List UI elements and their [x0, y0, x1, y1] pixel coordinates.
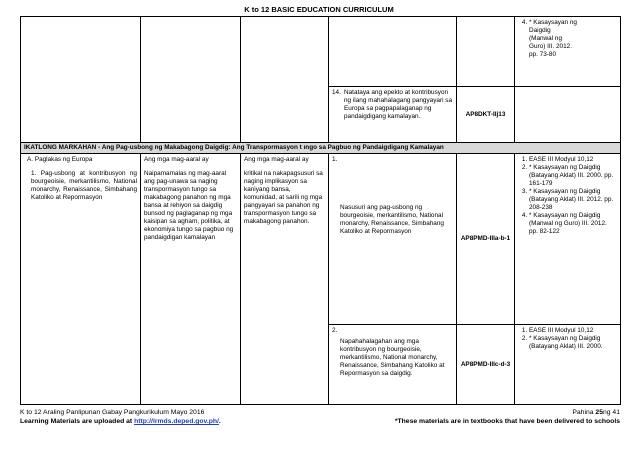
- learning-materials-note: [20, 418, 221, 425]
- ref-line: pp. 73-80: [529, 51, 557, 58]
- page-title: K to 12 BASIC EDUCATION CURRICULUM: [244, 5, 394, 14]
- code-cell: AP8PMD-IIIc-d-3: [457, 325, 515, 405]
- code-cell: AP8PMD-IIIa-b-1: [457, 154, 515, 325]
- cell-empty: [329, 17, 457, 87]
- competency-text: Nasusuri ang pag-usbong ng bourgeoisie, merkantilismo, National monarchy, Renaissance, Simbahang Katoliko at Repormasyon: [340, 204, 444, 235]
- reference-cell: [515, 154, 621, 325]
- code-cell: AP8DKT-IIj13: [457, 87, 515, 143]
- footer-title: K to 12 Araling Panlipunan Gabay Pangkurikulum Mayo 2016: [20, 409, 205, 416]
- competency-text: Napahahalagahan ang mga kontribusyon ng bourgeoisie, merkantilismo, National monarchy, Renaissance, Simbahang Katoliko at Repormasyon sa daigdig.: [340, 338, 445, 377]
- lrmds-link[interactable]: http://lrmds.deped.gov.ph/: [134, 418, 219, 425]
- page-current: 25: [595, 409, 603, 416]
- content-cell: [21, 154, 141, 405]
- list-item: 3. * Kasaysayan ng Daigdig (Batayang Aklat) III. 2012. pp. 208-238: [529, 188, 617, 212]
- table-row: [21, 154, 621, 325]
- list-item: 1. EASE III Modyul 10,12: [529, 327, 617, 335]
- competency-number: 1.: [332, 156, 338, 163]
- cell-empty: [21, 17, 141, 87]
- ref-line: (Manwal ng: [529, 35, 563, 42]
- cell-empty: [241, 17, 329, 87]
- cell-empty: [457, 17, 515, 87]
- content-body: 1. Pag-usbong at kontribusyon ng bourgeoisie, merkantilismo, National monarchy, Renaissance, Simbahang Katoliko at Repormasyon: [31, 170, 137, 201]
- cell-empty: [21, 87, 141, 143]
- ref-line: Guro) III. 2012.: [529, 43, 572, 50]
- lm-period: .: [218, 418, 221, 425]
- lm-prefix: Learning Materials are uploaded at: [20, 418, 133, 425]
- standard-body: Naipamamalas ng mag-aaral ang pag-unawa sa naging transpormasyon tungo sa makabagong panahon ng mga bansa at rehiyon sa daigdig bunsod ng paglaganap ng mga kaisipan sa agham, politika, at ekonomiya tungo sa pagbuo ng pandaigdigan kamalayan: [144, 170, 234, 241]
- cell-competency-14: [329, 87, 457, 143]
- content-standard-cell: [141, 154, 241, 405]
- performance-body: kritikal na nakapagsusuri sa naging implikasyon sa kaniyang bansa, komunidad, at sarili ng mga pangyayari sa panahon ng transpormasyon tungo sa makabagong panahon.: [244, 170, 323, 225]
- reference-list: [518, 19, 617, 59]
- competency-text: Natataya ang epekto at kontribusyon ng ilang mahahalagang pangyayari sa Europa sa pagpapalaganap ng pandaigdigang kamalayan.: [344, 89, 453, 120]
- list-item: 2. * Kasaysayan ng Daigdig (Batayang Aklat) III. 2000. pp. 161-179: [529, 164, 617, 188]
- reference-list: [518, 156, 617, 236]
- cell-empty: [141, 17, 241, 87]
- competency-number: 2.: [332, 327, 338, 334]
- standard-title: Ang mga mag-aaral ay: [144, 156, 209, 163]
- list-item: 1. EASE III Modyul 10,12: [529, 156, 617, 164]
- list-item: 4. * Kasaysayan ng Daigdig (Manwal ng Guro) III. 2012. pp. 82-122: [529, 212, 617, 236]
- list-item: 2. * Kasaysayan ng Daigdig (Batayang Aklat) III. 2000.: [529, 335, 617, 351]
- ref-line: * Kasaysayan ng: [529, 19, 577, 26]
- cell-empty: [241, 87, 329, 143]
- reference-list: [518, 327, 617, 351]
- content-title: A. Paglakas ng Europa: [27, 156, 93, 163]
- performance-standard-cell: [241, 154, 329, 405]
- table-row: [21, 17, 621, 87]
- list-item: [529, 19, 617, 59]
- performance-title: Ang mga mag-aaral ay: [244, 156, 309, 163]
- curriculum-table: [20, 16, 621, 405]
- cell-competency-2: [329, 325, 457, 405]
- quarter-heading: IKATLONG MARKAHAN - Ang Pag-usbong ng Makabagong Daigdig: Ang Transpormasyon t ıngo sa Pagbuo ng Pandaigdigang Kamalayan: [21, 143, 621, 154]
- ref-line: Daigdig: [529, 27, 551, 34]
- table-row: [21, 87, 621, 143]
- cell-empty: [515, 87, 621, 143]
- page-number: [572, 409, 620, 416]
- page-label: Pahina: [572, 409, 594, 416]
- competency-number: 14.: [332, 89, 341, 96]
- cell-competency-1: [329, 154, 457, 325]
- quarter-row: [21, 143, 621, 154]
- page-total: ng 41: [602, 409, 620, 416]
- cell-empty: [141, 87, 241, 143]
- cell-reference-4: [515, 17, 621, 87]
- textbook-note: *These materials are in textbooks that have been delivered to schools: [394, 418, 620, 425]
- reference-cell: [515, 325, 621, 405]
